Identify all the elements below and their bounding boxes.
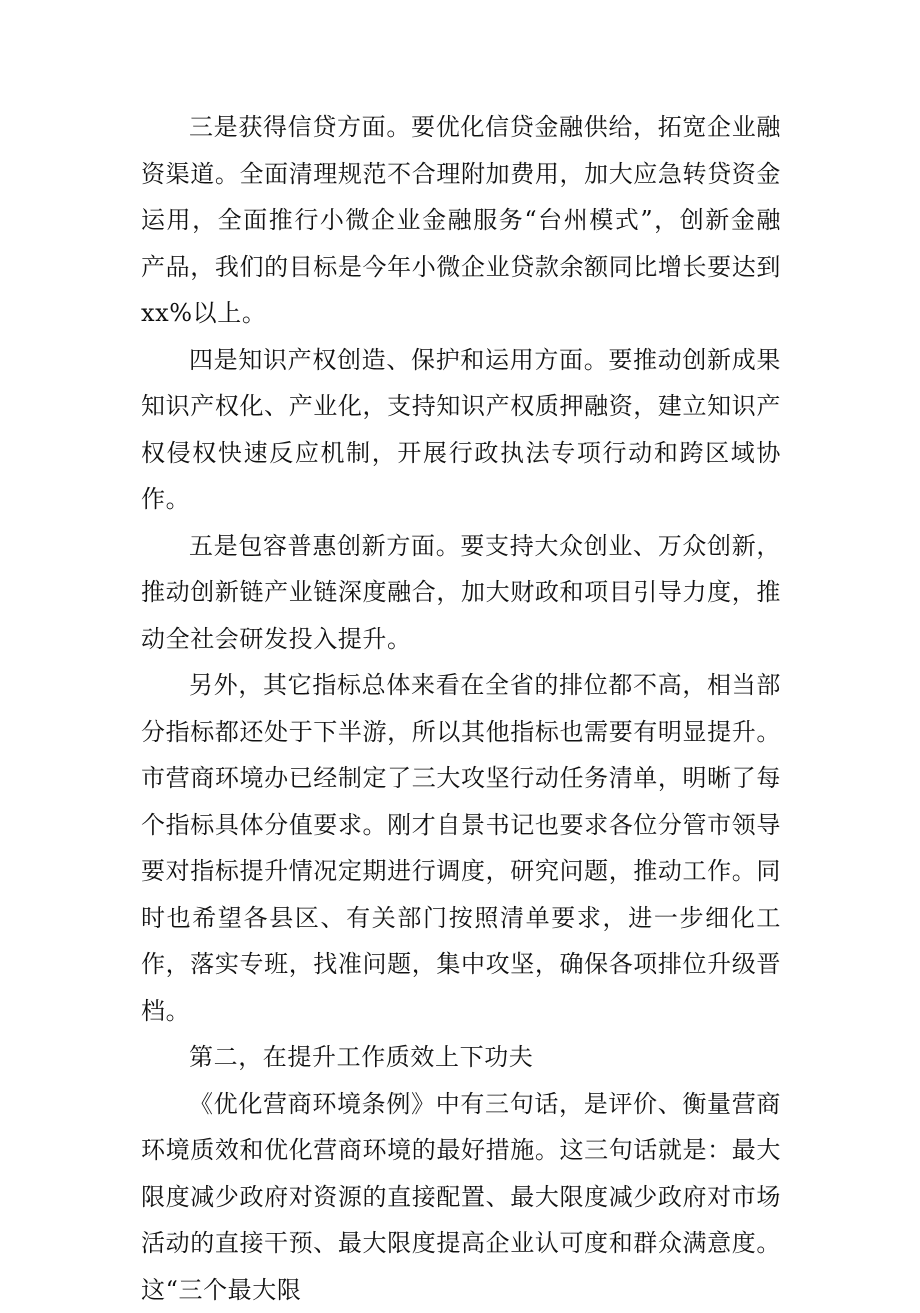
section-heading: 第二，在提升工作质效上下功夫	[141, 1034, 781, 1081]
paragraph-credit: 三是获得信贷方面。要优化信贷金融供给，拓宽企业融资渠道。全面清理规范不合理附加费用，加大应急转贷资金运用，全面推行小微企业金融服务“台州模式”，创新金融产品，我们的目标是今年小微企业贷款余额同比增长要达到xx%以上。	[141, 104, 781, 337]
paragraph-intellectual-property: 四是知识产权创造、保护和运用方面。要推动创新成果知识产权化、产业化，支持知识产权质押融资，建立知识产权侵权快速反应机制，开展行政执法专项行动和跨区域协作。	[141, 337, 781, 523]
paragraph-innovation: 五是包容普惠创新方面。要支持大众创业、万众创新，推动创新链产业链深度融合，加大财政和项目引导力度，推动全社会研发投入提升。	[141, 523, 781, 663]
paragraph-other-indicators: 另外，其它指标总体来看在全省的排位都不高，相当部分指标都还处于下半游，所以其他指标也需要有明显提升。市营商环境办已经制定了三大攻坚行动任务清单，明晰了每个指标具体分值要求。刚才自景书记也要求各位分管市领导要对指标提升情况定期进行调度，研究问题，推动工作。同时也希望各县区、有关部门按照清单要求，进一步细化工作，落实专班，找准问题，集中攻坚，确保各项排位升级晋档。	[141, 662, 781, 1034]
paragraph-regulations: 《优化营商环境条例》中有三句话，是评价、衡量营商环境质效和优化营商环境的最好措施。这三句话就是：最大限度减少政府对资源的直接配置、最大限度减少政府对市场活动的直接干预、最大限度提高企业认可度和群众满意度。这“三个最大限	[141, 1081, 781, 1313]
document-body	[141, 104, 781, 1313]
